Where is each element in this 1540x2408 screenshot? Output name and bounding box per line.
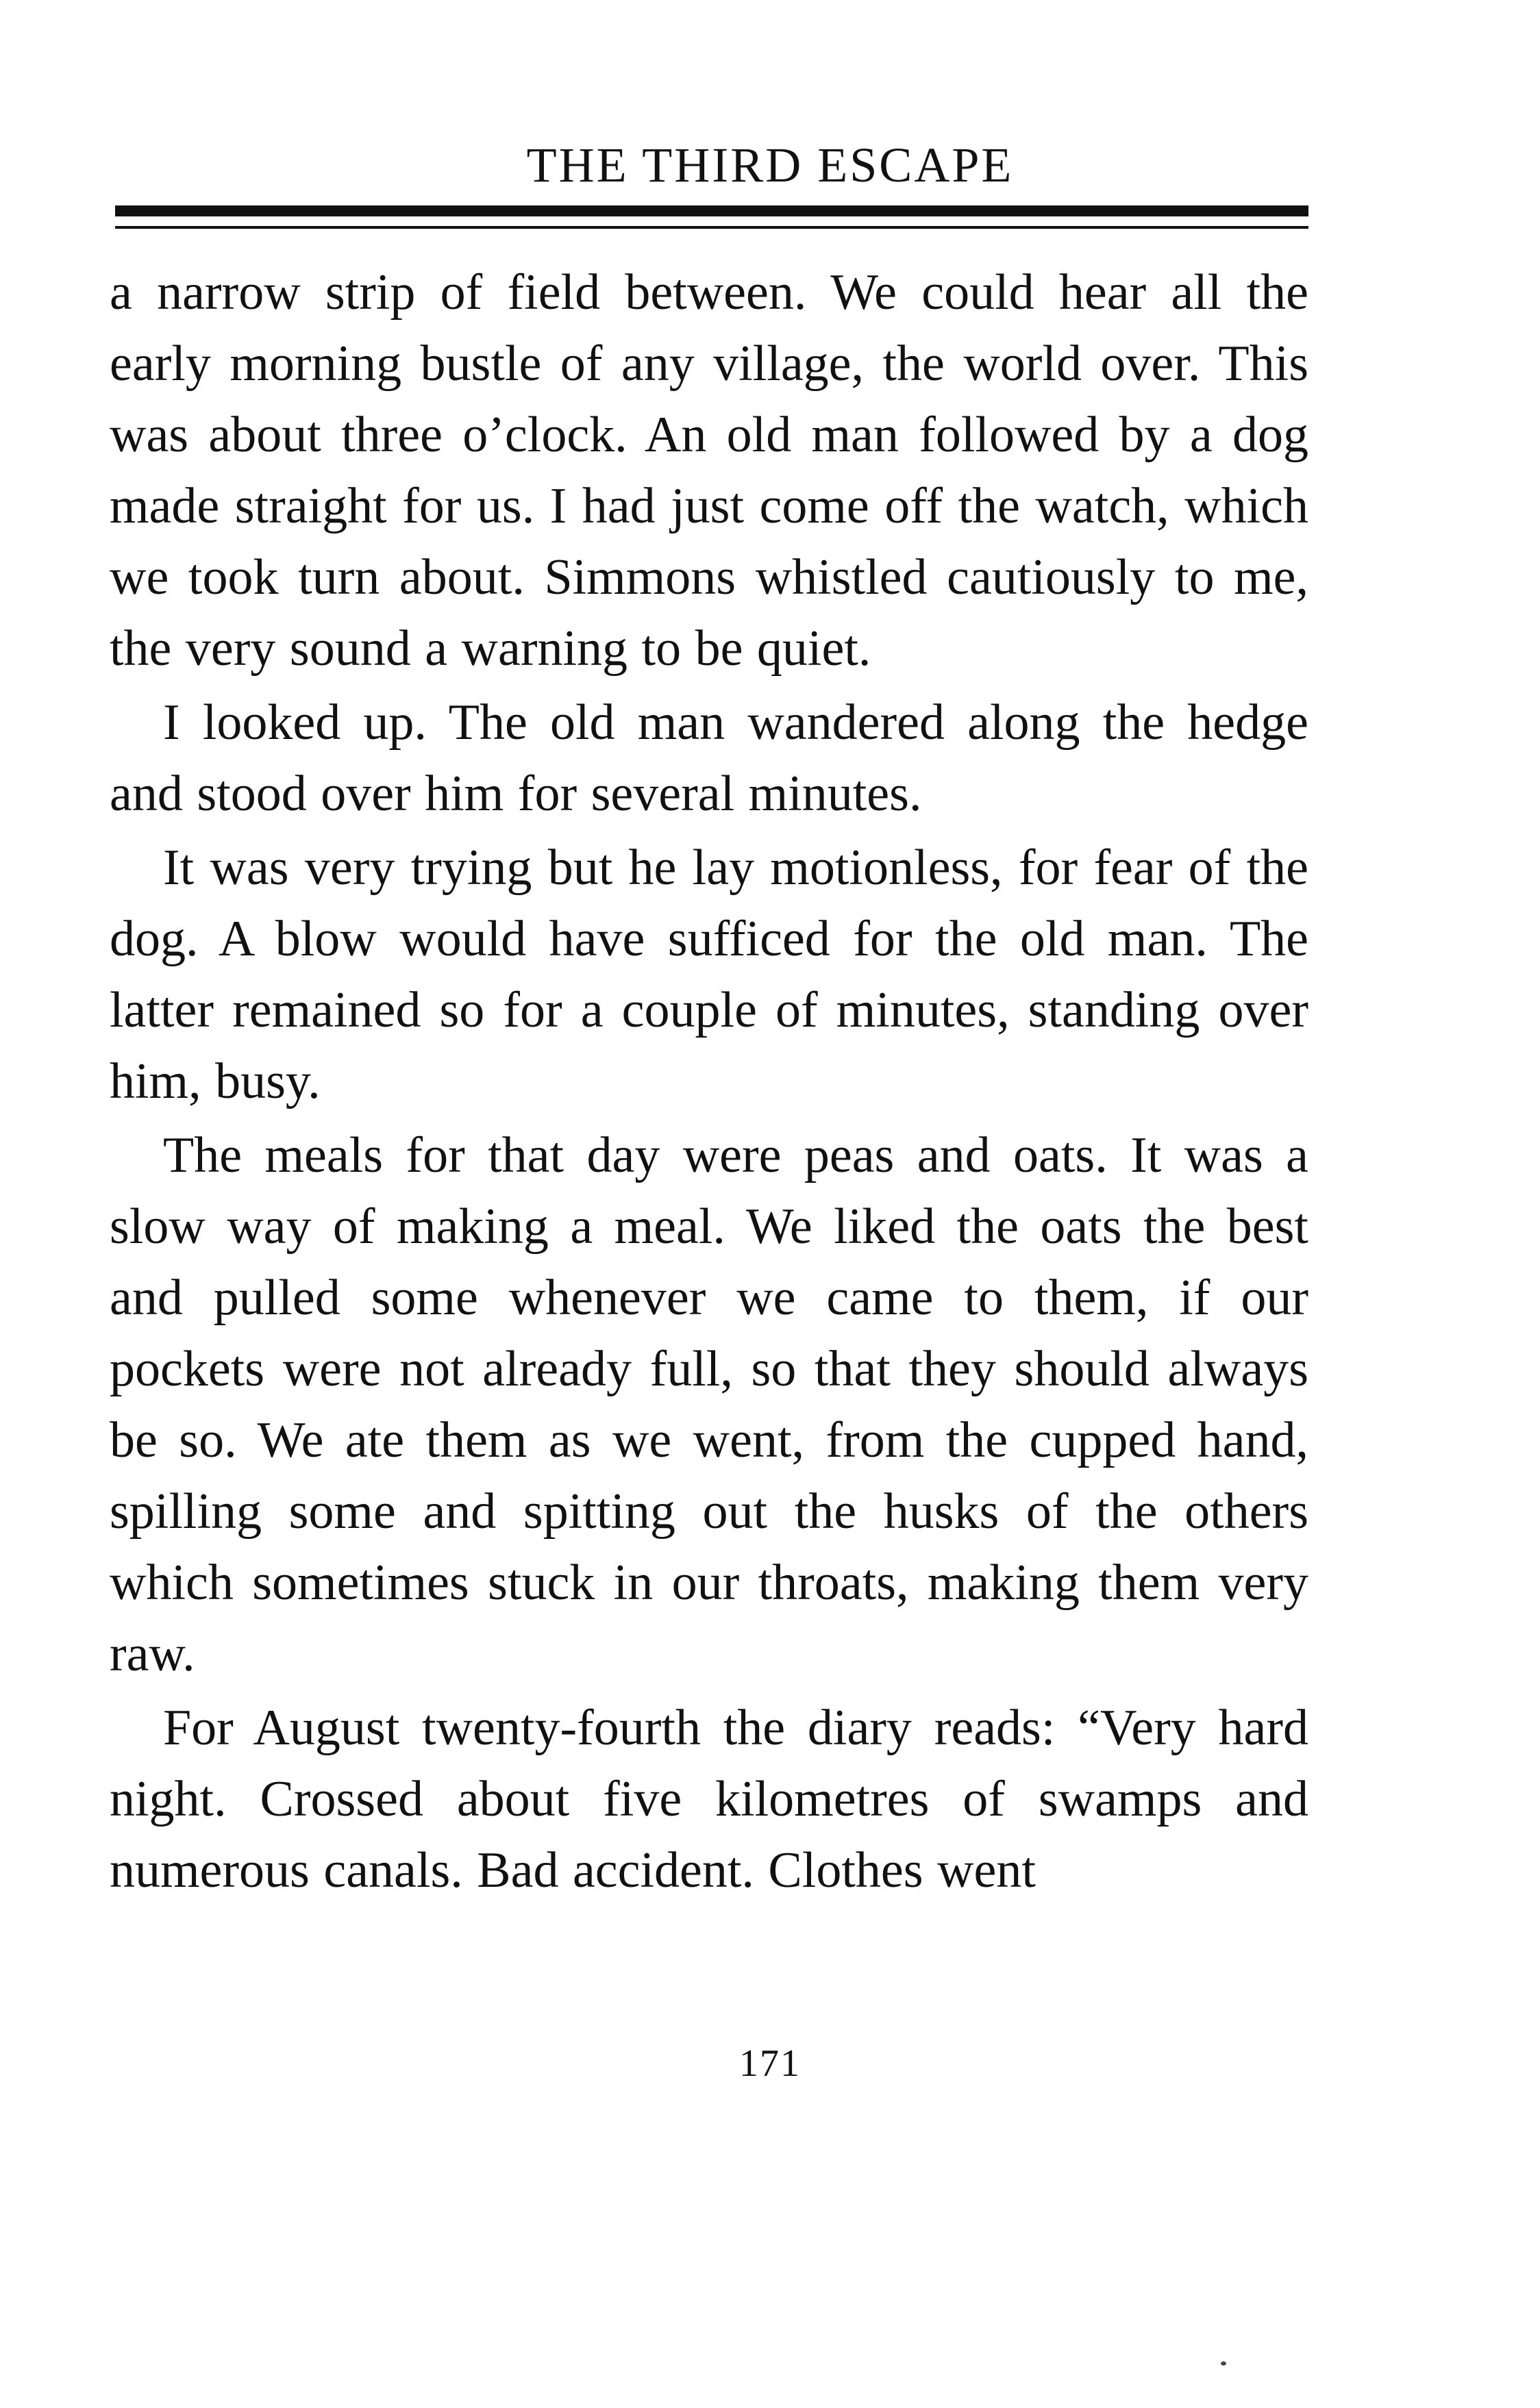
body-text <box>110 257 1308 1906</box>
paragraph-4: The meals for that day were peas and oats. It was a slow way of making a meal. We liked the oats the best and pulled some whenever we came to them, if our pockets were not already full, so that they should always be so. We ate them as we went, from the cupped hand, spilling some and spitting out the husks of the others which sometimes stuck in our throats, making them very raw. <box>110 1127 1308 1682</box>
paragraph-1: a narrow strip of field between. We could hear all the early morning bustle of any village, the world over. This was about three o’clock. An old man followed by a dog made straight for us. I had just come off the watch, which we took turn about. Simmons whistled cautiously to me, the very sound a warning to be quiet. <box>110 264 1308 677</box>
paragraph-2: I looked up. The old man wandered along the hedge and stood over him for several minutes. <box>110 694 1308 822</box>
header-rule-thin <box>115 226 1308 229</box>
header-rule-thick <box>115 205 1308 216</box>
paragraph-3: It was very trying but he lay motionless, for fear of the dog. A blow would have sufficed for the old man. The latter remained so for a couple of minutes, standing over him, busy. <box>110 840 1308 1109</box>
paragraph-5: For August twenty-fourth the diary reads: “Very hard night. Crossed about five kilometres of swamps and numerous canals. Bad accident. Clothes went <box>110 1700 1308 1898</box>
running-head: THE THIRD ESCAPE <box>526 138 1014 192</box>
page-number: 171 <box>739 2042 801 2085</box>
paper-speck <box>1221 2361 1226 2366</box>
